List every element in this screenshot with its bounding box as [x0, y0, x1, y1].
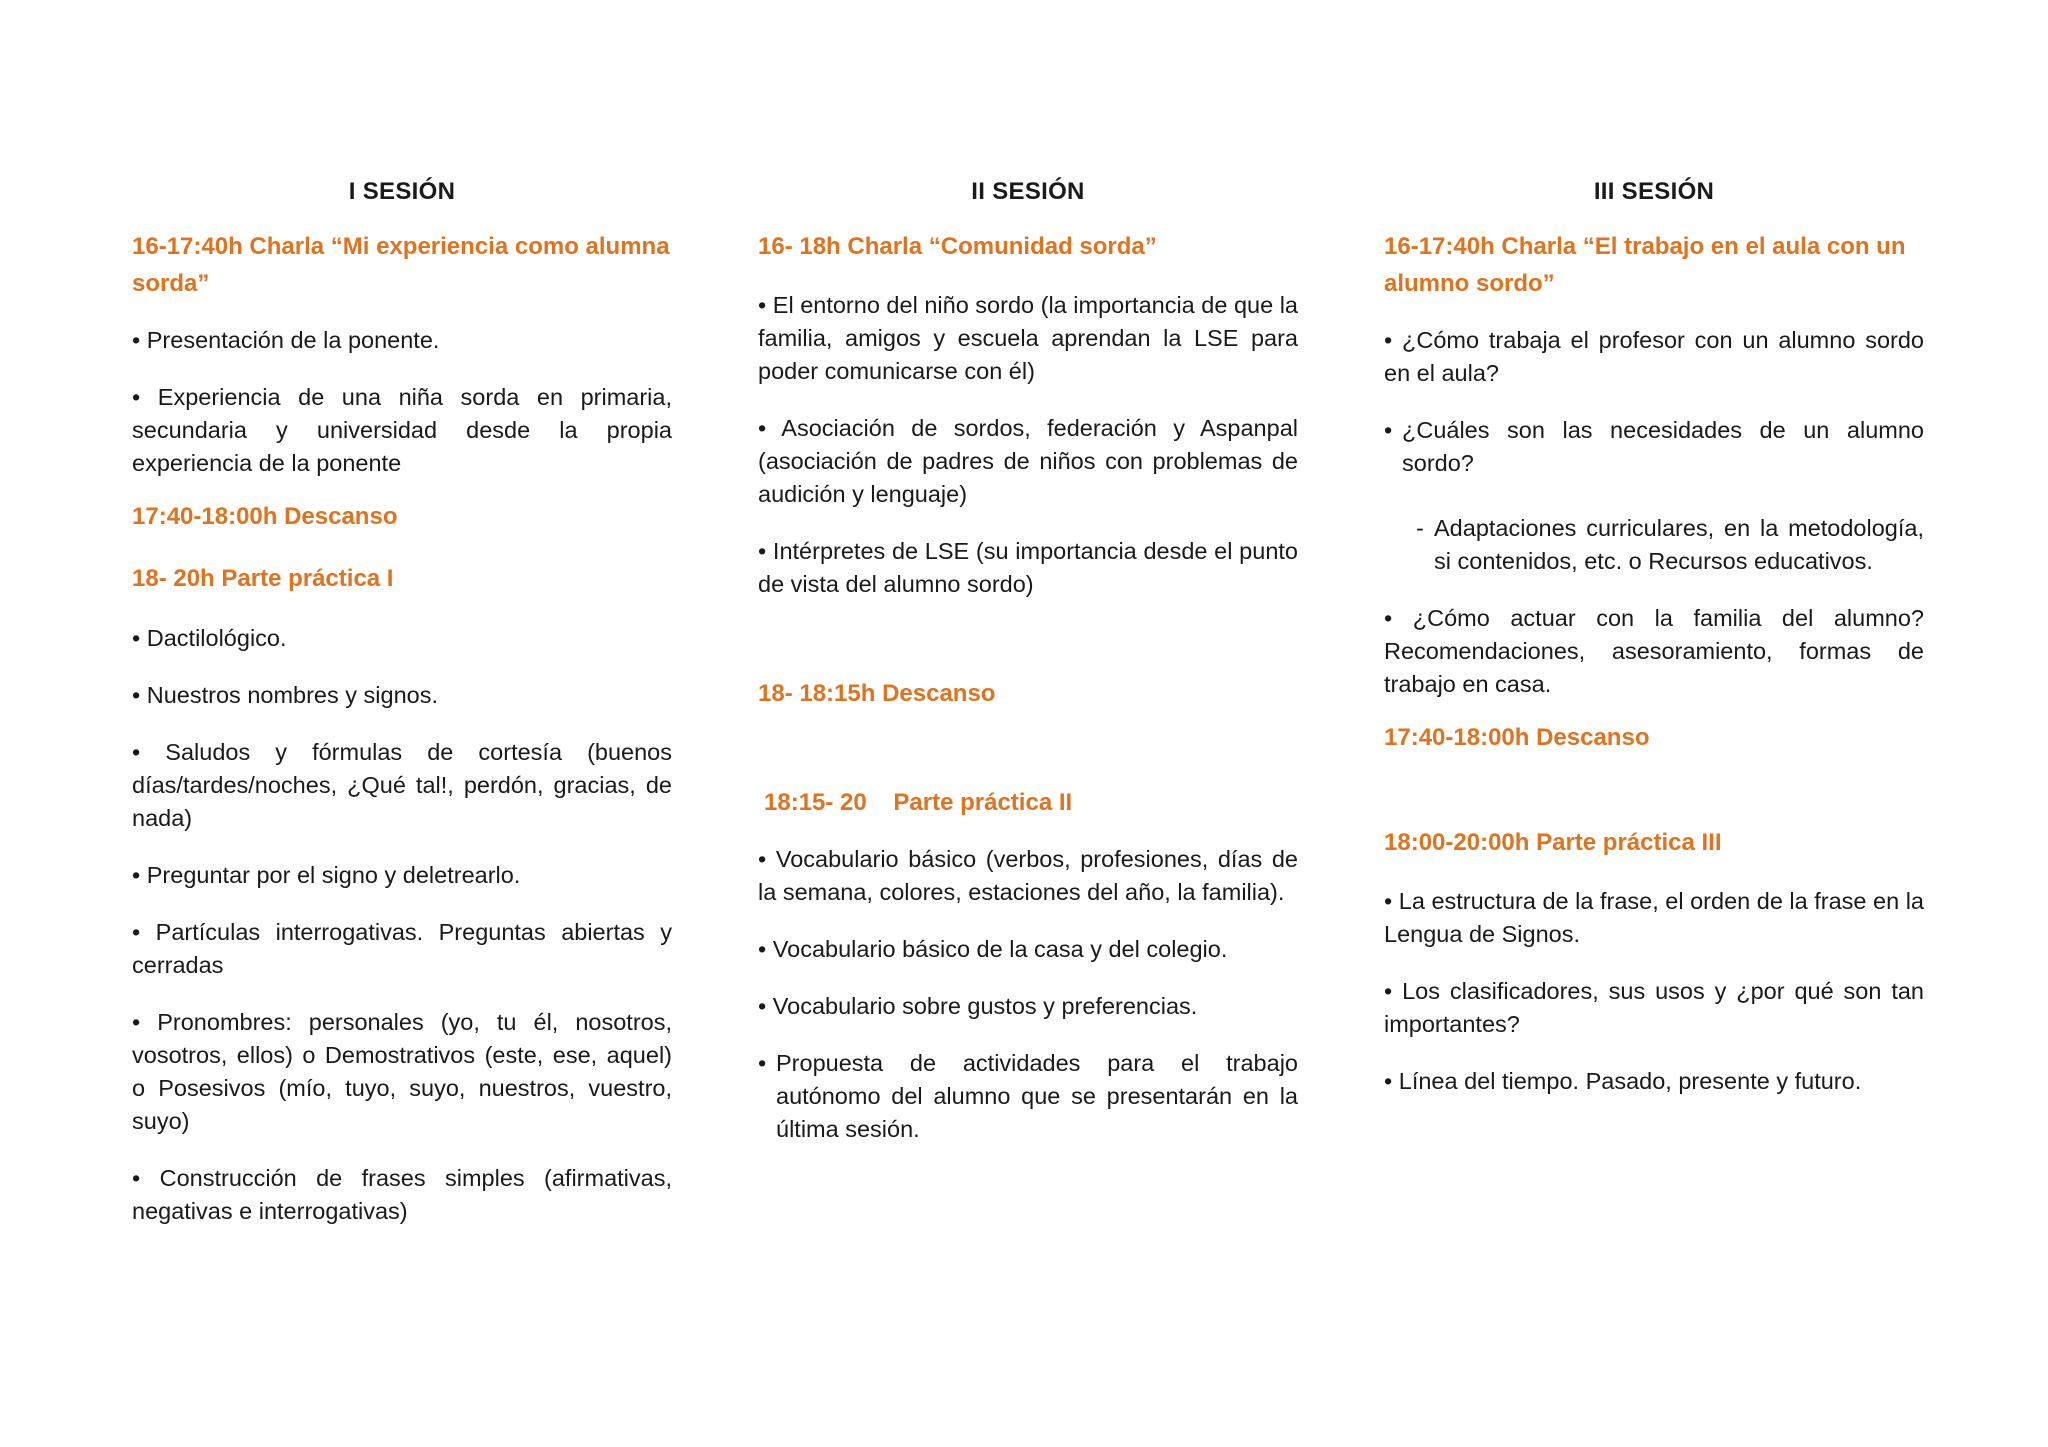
session-1-practica-item: • Preguntar por el signo y deletrearlo.: [132, 862, 521, 888]
session-2-title: II SESIÓN: [971, 178, 1085, 205]
session-3-charla-heading: 16-17:40h Charla “El trabajo en el aula con un alumno sordo”: [1384, 233, 1906, 297]
session-1-practica-item: • Saludos y fórmulas de cortesía (buenos días/tardes/noches, ¿Qué tal!, perdón, gracias, de nada): [132, 739, 672, 831]
session-2-column: [758, 178, 1298, 1146]
session-1-practica-item: • Partículas interrogativas. Preguntas abiertas y cerradas: [132, 919, 672, 978]
session-3-charla-item-text: ¿Cuáles son las necesidades de un alumno sordo?: [1402, 417, 1924, 476]
session-3-charla-item: [1384, 414, 1924, 480]
session-2-practica-heading: 18:15- 20 Parte práctica II: [764, 789, 1073, 816]
session-2-charla-heading: 16- 18h Charla “Comunidad sorda”: [758, 233, 1157, 260]
session-2-practica-item-text: Propuesta de actividades para el trabajo autónomo del alumno que se presentarán en la última sesión.: [776, 1050, 1298, 1142]
session-2-practica-item: • Vocabulario básico (verbos, profesiones, días de la semana, colores, estaciones del año, la familia).: [758, 846, 1298, 905]
session-2-descanso: 18- 18:15h Descanso: [758, 680, 996, 707]
session-1-practica-item: • Construcción de frases simples (afirmativas, negativas e interrogativas): [132, 1165, 672, 1224]
session-2-charla-item: • El entorno del niño sordo (la importancia de que la familia, amigos y escuela aprendan la LSE para poder comunicarse con él): [758, 292, 1298, 384]
session-3-charla-item: • ¿Cómo trabaja el profesor con un alumno sordo en el aula?: [1384, 327, 1924, 386]
session-3-sub-item-text: Adaptaciones curriculares, en la metodología, si contenidos, etc. o Recursos educativos.: [1434, 515, 1924, 574]
session-3-sub-item: [1384, 512, 1924, 578]
session-3-title: III SESIÓN: [1593, 178, 1715, 205]
session-3-practica-heading: 18:00-20:00h Parte práctica III: [1384, 829, 1722, 856]
session-3-descanso: 17:40-18:00h Descanso: [1384, 724, 1650, 751]
session-1-charla-item: • Experiencia de una niña sorda en primaria, secundaria y universidad desde la propia experiencia de la ponente: [132, 384, 672, 476]
session-1-practica-item: • Pronombres: personales (yo, tu él, nosotros, vosotros, ellos) o Demostrativos (este, ese, aquel) o Posesivos (mío, tuyo, suyo, nuestros, vuestro, suyo): [132, 1009, 672, 1134]
session-1-practica-item: • Nuestros nombres y signos.: [132, 682, 439, 708]
session-1-column: [132, 178, 672, 1228]
session-3-practica-item: • Línea del tiempo. Pasado, presente y futuro.: [1384, 1068, 1862, 1094]
session-3-column: [1384, 178, 1924, 1098]
session-3-practica-item: • La estructura de la frase, el orden de la frase en la Lengua de Signos.: [1384, 888, 1924, 947]
bullet: •: [1384, 417, 1393, 443]
session-2-practica-item: • Vocabulario sobre gustos y preferencias.: [758, 993, 1198, 1019]
dash-bullet: -: [1416, 515, 1424, 541]
session-1-charla-item: • Presentación de la ponente.: [132, 327, 440, 353]
session-3-charla-item: • ¿Cómo actuar con la familia del alumno? Recomendaciones, asesoramiento, formas de trabajo en casa.: [1384, 605, 1924, 697]
bullet: •: [758, 1050, 767, 1076]
session-1-descanso: 17:40-18:00h Descanso: [132, 503, 398, 530]
session-1-title: I SESIÓN: [348, 178, 456, 205]
session-2-practica-item: [758, 1047, 1298, 1146]
session-1-practica-item: • Dactilológico.: [132, 625, 287, 651]
session-3-practica-item: • Los clasificadores, sus usos y ¿por qué son tan importantes?: [1384, 978, 1924, 1037]
session-2-charla-item: • Asociación de sordos, federación y Aspanpal (asociación de padres de niños con problemas de audición y lenguaje): [758, 415, 1298, 507]
session-1-practica-heading: 18- 20h Parte práctica I: [132, 565, 394, 592]
session-2-charla-item: • Intérpretes de LSE (su importancia desde el punto de vista del alumno sordo): [758, 538, 1298, 597]
session-1-charla-heading: 16-17:40h Charla “Mi experiencia como alumna sorda”: [132, 233, 670, 297]
session-2-practica-item: • Vocabulario básico de la casa y del colegio.: [758, 936, 1228, 962]
